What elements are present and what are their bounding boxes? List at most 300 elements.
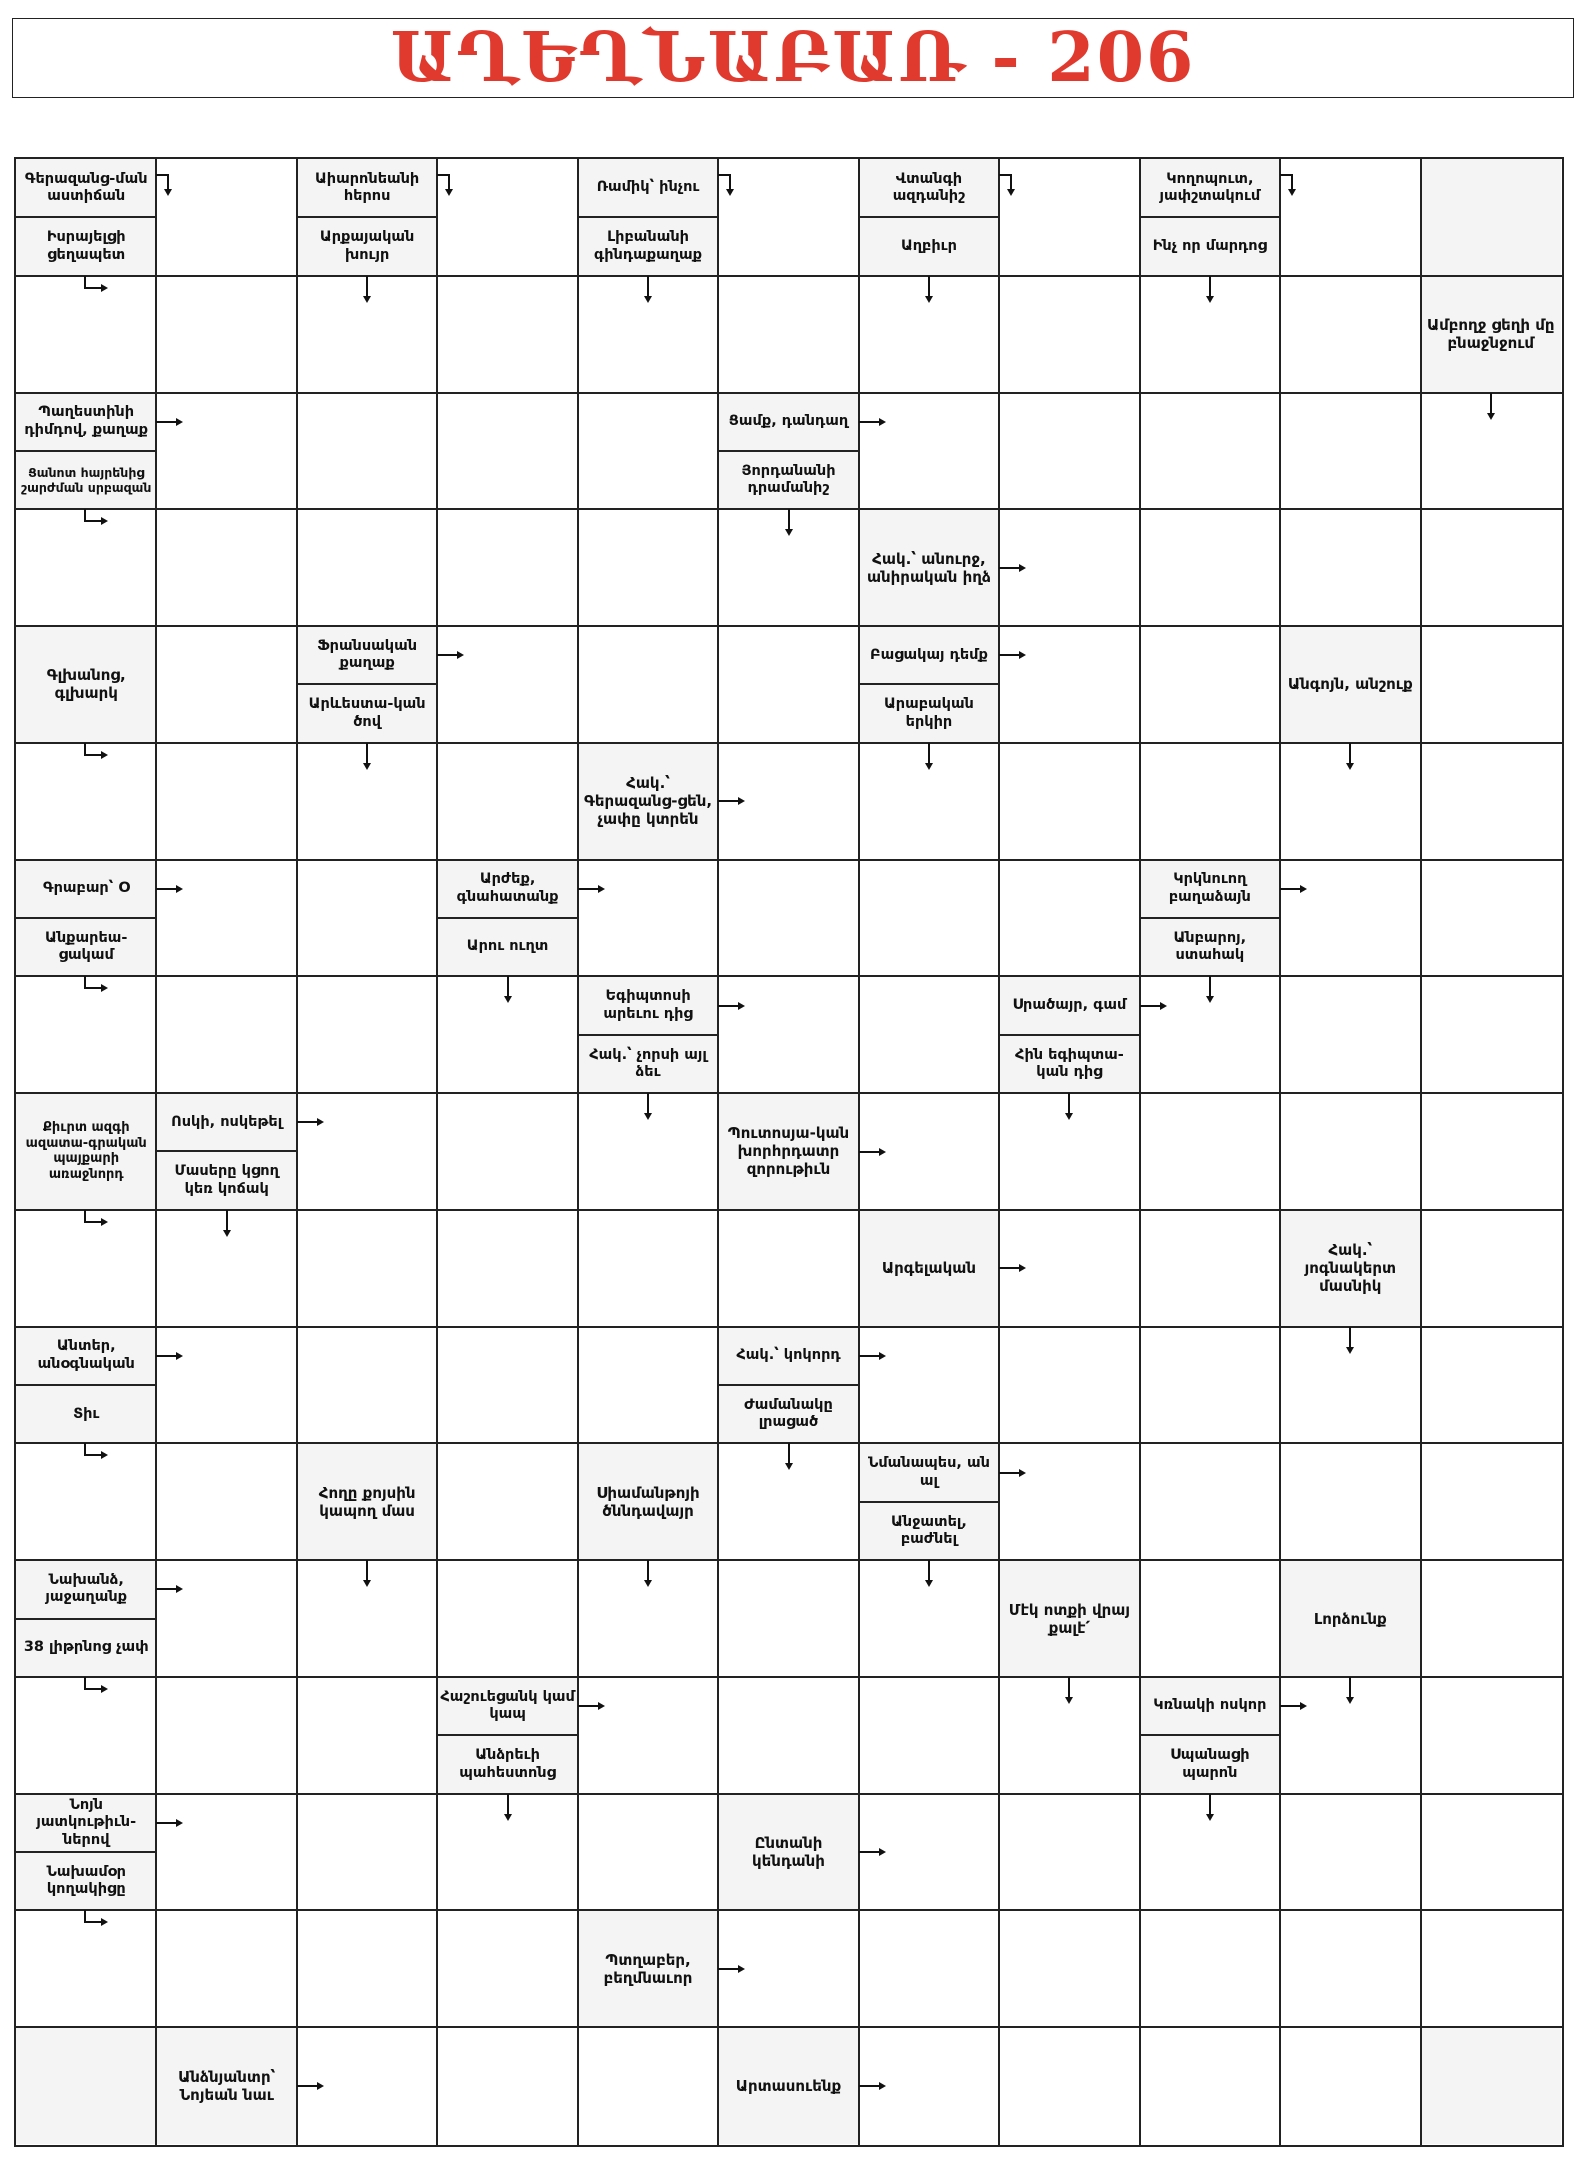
answer-cell[interactable]: [297, 509, 437, 626]
clue-text: [580, 1038, 716, 1090]
clue-divider: [16, 1384, 156, 1386]
answer-cell[interactable]: [1140, 509, 1280, 626]
answer-cell[interactable]: [437, 276, 577, 393]
answer-cell[interactable]: [297, 1677, 437, 1794]
clue-label: Պուտոսյա-կան խորհրդատր զորութիւն: [727, 1124, 850, 1179]
grid-line: [16, 1209, 1562, 1211]
answer-cell[interactable]: [156, 1443, 296, 1560]
clue-cell: [859, 1443, 999, 1560]
answer-cell[interactable]: [1280, 1910, 1420, 2027]
clue-label: Նախանձ, յաջաղանք: [45, 1571, 128, 1606]
answer-cell[interactable]: [578, 509, 718, 626]
clue-label: Լորձունք: [1313, 1609, 1387, 1628]
answer-cell[interactable]: [156, 976, 296, 1093]
clue-text: [580, 747, 716, 856]
answer-cell[interactable]: [437, 1443, 577, 1560]
clue-label: Հակ.՝ անուրջ, անիրական իղձ: [866, 549, 991, 586]
right-arrow-icon: [154, 407, 184, 437]
down-arrow-icon: [914, 741, 944, 771]
answer-cell[interactable]: [999, 743, 1139, 860]
clue-divider: [1140, 216, 1280, 218]
answer-cell[interactable]: [1280, 1093, 1420, 1210]
answer-cell[interactable]: [859, 860, 999, 977]
answer-cell[interactable]: [1280, 976, 1420, 1093]
clue-label: Յորդանանի դրամանիշ: [741, 462, 836, 497]
right-arrow-icon: [716, 991, 746, 1021]
answer-cell[interactable]: [1421, 1677, 1561, 1794]
clue-cell: [859, 626, 999, 743]
clue-divider: [999, 1034, 1139, 1036]
grid-line: [717, 159, 719, 2145]
answer-cell[interactable]: [999, 2027, 1139, 2144]
clue-label: Կրկնուող բաղաձայն: [1168, 871, 1251, 905]
clue-divider: [16, 450, 156, 452]
clue-cell: [859, 509, 999, 626]
clue-text: [1282, 1564, 1418, 1673]
grid-line: [296, 159, 298, 2145]
grid-line: [16, 742, 1562, 744]
clue-label: Անբարոյ, ստահակ: [1173, 929, 1247, 964]
answer-cell[interactable]: [437, 1910, 577, 2027]
right-arrow-icon: [154, 874, 184, 904]
bend-right-arrow-icon: [79, 739, 109, 769]
answer-cell[interactable]: [156, 509, 296, 626]
answer-cell[interactable]: [578, 2027, 718, 2144]
grid-line: [16, 975, 1562, 977]
answer-cell[interactable]: [1280, 509, 1420, 626]
right-arrow-icon: [576, 1691, 606, 1721]
clue-label: Քիւրտ ազգի ազատա-գրական պայքարի առաջնորդ: [25, 1120, 147, 1183]
clue-label: Հակ.՝ կոկորդ: [736, 1347, 841, 1364]
answer-cell[interactable]: [1140, 743, 1280, 860]
blocked-cell: [16, 2027, 156, 2144]
clue-label: Լիբանանի գինդաքաղաք: [594, 229, 703, 263]
answer-cell[interactable]: [578, 1210, 718, 1327]
down-arrow-icon: [1195, 274, 1225, 304]
clue-cell: [437, 860, 577, 977]
clue-label: Պաղեստինի դիմդով, քաղաք: [24, 404, 149, 438]
right-arrow-icon: [857, 1837, 887, 1867]
hook-down-right-arrow-icon: [1278, 167, 1308, 197]
answer-cell[interactable]: [1421, 976, 1561, 1093]
right-arrow-icon: [857, 1341, 887, 1371]
clue-text: [18, 162, 154, 214]
answer-cell[interactable]: [156, 276, 296, 393]
clue-text: [299, 162, 435, 214]
clue-text: [1282, 630, 1418, 739]
clue-cell: [718, 1794, 858, 1911]
clue-label: Ինչ որ մարդոց: [1152, 237, 1267, 254]
clue-text: [439, 1680, 575, 1732]
clue-text: [439, 1738, 575, 1790]
blocked-cell: [1421, 159, 1561, 276]
clue-text: [580, 1447, 716, 1556]
down-arrow-icon: [633, 274, 663, 304]
clue-label: Ֆրանսական քաղաք: [317, 637, 418, 672]
answer-cell[interactable]: [1140, 1210, 1280, 1327]
clue-cell: [16, 1093, 156, 1210]
clue-text: [861, 687, 997, 739]
clue-cell: [1140, 159, 1280, 276]
clue-text: [158, 2031, 294, 2140]
answer-cell[interactable]: [437, 1093, 577, 1210]
crossword-grid: [14, 157, 1564, 2147]
right-arrow-icon: [295, 2071, 325, 2101]
clue-label: Անձնյանտր՝ Նոյեան նաւ: [178, 2067, 276, 2104]
clue-label: Արաբական երկիր: [884, 696, 974, 730]
puzzle-title: ԱՂԵՂՆԱԲԱՌ - 206: [390, 18, 1196, 98]
answer-cell[interactable]: [1140, 1910, 1280, 2027]
grid-line: [16, 1092, 1562, 1094]
down-arrow-icon: [493, 1792, 523, 1822]
clue-text: [1142, 220, 1278, 272]
clue-label: Նմանապես, ան ալ: [867, 1455, 990, 1489]
answer-cell[interactable]: [1421, 860, 1561, 977]
right-arrow-icon: [857, 1137, 887, 1167]
clue-text: [861, 1505, 997, 1557]
answer-cell[interactable]: [1421, 1794, 1561, 1911]
clue-text: [439, 863, 575, 915]
clue-cell: [1140, 860, 1280, 977]
clue-label: Արտասուենք: [735, 2076, 842, 2095]
answer-cell[interactable]: [437, 1210, 577, 1327]
answer-cell[interactable]: [1280, 1443, 1420, 1560]
answer-cell[interactable]: [1140, 1327, 1280, 1444]
right-arrow-icon: [435, 640, 465, 670]
down-arrow-icon: [774, 507, 804, 537]
answer-cell[interactable]: [1280, 393, 1420, 510]
grid-line: [1420, 159, 1422, 2145]
right-arrow-icon: [857, 2071, 887, 2101]
down-arrow-icon: [1195, 974, 1225, 1004]
clue-text: [18, 630, 154, 739]
down-arrow-icon: [1054, 1091, 1084, 1121]
answer-cell[interactable]: [999, 393, 1139, 510]
answer-cell[interactable]: [1280, 2027, 1420, 2144]
down-arrow-icon: [1335, 1675, 1365, 1705]
right-arrow-icon: [997, 1253, 1027, 1283]
grid-line: [16, 859, 1562, 861]
grid-line: [1279, 159, 1281, 2145]
clue-divider: [437, 917, 577, 919]
clue-cell: [999, 976, 1139, 1093]
answer-cell[interactable]: [718, 276, 858, 393]
clue-divider: [718, 450, 858, 452]
clue-text: [861, 629, 997, 681]
clue-divider: [16, 917, 156, 919]
grid-line: [155, 159, 157, 2145]
answer-cell[interactable]: [437, 2027, 577, 2144]
answer-cell[interactable]: [1140, 1093, 1280, 1210]
clue-cell: [718, 2027, 858, 2144]
clue-label: Ցամք, դանդաղ: [728, 413, 849, 429]
clue-label: Ցանոտ հայրենից շարժման սրբազան: [21, 465, 152, 496]
answer-cell[interactable]: [718, 1560, 858, 1677]
answer-cell[interactable]: [297, 1910, 437, 2027]
grid-line: [16, 1326, 1562, 1328]
clue-text: [580, 1914, 716, 2023]
answer-cell[interactable]: [297, 393, 437, 510]
clue-divider: [297, 683, 437, 685]
clue-label: Հողը քոյսին կապող մաս: [318, 1483, 416, 1520]
clue-label: Ոսկի, ոսկեթել: [171, 1113, 283, 1130]
clue-text: [18, 396, 154, 448]
right-arrow-icon: [997, 640, 1027, 670]
clue-divider: [297, 216, 437, 218]
answer-cell[interactable]: [297, 1327, 437, 1444]
clue-label: Գերազանց-ման աստիճան: [24, 170, 148, 205]
clue-cell: [999, 1560, 1139, 1677]
down-arrow-icon: [212, 1208, 242, 1238]
right-arrow-icon: [154, 1808, 184, 1838]
clue-cell: [156, 2027, 296, 2144]
right-arrow-icon: [716, 786, 746, 816]
answer-cell[interactable]: [156, 743, 296, 860]
clue-divider: [16, 1851, 156, 1853]
down-arrow-icon: [1054, 1675, 1084, 1705]
right-arrow-icon: [997, 553, 1027, 583]
answer-cell[interactable]: [1280, 276, 1420, 393]
down-arrow-icon: [1476, 391, 1506, 421]
hook-down-right-arrow-icon: [435, 167, 465, 197]
answer-cell[interactable]: [156, 1677, 296, 1794]
clue-text: [158, 1096, 294, 1148]
clue-text: [580, 220, 716, 272]
answer-cell[interactable]: [1421, 509, 1561, 626]
answer-cell[interactable]: [1140, 1560, 1280, 1677]
answer-cell[interactable]: [1421, 1443, 1561, 1560]
clue-label: Տիւ: [73, 1405, 100, 1422]
answer-cell[interactable]: [718, 1677, 858, 1794]
clue-cell: [718, 393, 858, 510]
answer-cell[interactable]: [437, 393, 577, 510]
clue-text: [1142, 162, 1278, 214]
clue-divider: [578, 1034, 718, 1036]
clue-text: [580, 162, 716, 214]
clue-text: [18, 1622, 154, 1674]
clue-text: [299, 629, 435, 681]
answer-cell[interactable]: [859, 1677, 999, 1794]
answer-cell[interactable]: [1421, 1327, 1561, 1444]
answer-cell[interactable]: [297, 1794, 437, 1911]
clue-divider: [1140, 917, 1280, 919]
clue-label: Ընտանի կենդանի: [752, 1834, 825, 1871]
down-arrow-icon: [1335, 741, 1365, 771]
clue-text: [299, 687, 435, 739]
grid-line: [436, 159, 438, 2145]
answer-cell[interactable]: [437, 1327, 577, 1444]
answer-cell[interactable]: [859, 1910, 999, 2027]
clue-label: Արևեստա-կան ծով: [308, 696, 426, 730]
answer-cell[interactable]: [297, 1210, 437, 1327]
clue-label: Անգոյն, անշուք: [1287, 675, 1413, 694]
clue-text: [1282, 1214, 1418, 1323]
clue-text: [18, 863, 154, 915]
down-arrow-icon: [352, 1558, 382, 1588]
clue-divider: [156, 1150, 296, 1152]
answer-cell[interactable]: [156, 1910, 296, 2027]
answer-cell[interactable]: [437, 509, 577, 626]
clue-cell: [16, 1794, 156, 1911]
hook-down-right-arrow-icon: [154, 167, 184, 197]
clue-label: Նախամօր կողակիցը: [46, 1863, 126, 1898]
bend-right-arrow-icon: [79, 1439, 109, 1469]
down-arrow-icon: [914, 274, 944, 304]
down-arrow-icon: [1195, 1792, 1225, 1822]
answer-cell[interactable]: [999, 860, 1139, 977]
clue-label: Հակ.՝ յոգնակերտ մասնիկ: [1304, 1241, 1397, 1296]
down-arrow-icon: [352, 741, 382, 771]
clue-label: Բացակայ դեմք: [870, 646, 988, 663]
clue-text: [18, 921, 154, 973]
clue-cell: [578, 743, 718, 860]
clue-text: [720, 1330, 856, 1382]
answer-cell[interactable]: [1421, 1560, 1561, 1677]
clue-text: [861, 162, 997, 214]
down-arrow-icon: [633, 1091, 663, 1121]
grid-line: [577, 159, 579, 2145]
clue-label: Կողոպուտ, յափշտակում: [1159, 170, 1261, 205]
clue-text: [18, 1097, 154, 1206]
clue-cell: [156, 1093, 296, 1210]
grid-line: [998, 159, 1000, 2145]
answer-cell[interactable]: [1421, 1910, 1561, 2027]
answer-cell[interactable]: [1140, 393, 1280, 510]
clue-label: Արգելական: [881, 1259, 976, 1278]
clue-label: Կռնակի ոսկոր: [1153, 1697, 1267, 1714]
answer-cell[interactable]: [437, 743, 577, 860]
grid-line: [16, 2026, 1562, 2028]
clue-cell: [578, 159, 718, 276]
clue-text: [720, 454, 856, 506]
answer-cell[interactable]: [578, 1327, 718, 1444]
clue-text: [1001, 979, 1137, 1031]
grid-line: [16, 1909, 1562, 1911]
answer-cell[interactable]: [999, 1327, 1139, 1444]
answer-cell[interactable]: [859, 976, 999, 1093]
answer-cell[interactable]: [1421, 1093, 1561, 1210]
answer-cell[interactable]: [578, 1794, 718, 1911]
bend-right-arrow-icon: [79, 272, 109, 302]
clue-divider: [859, 683, 999, 685]
answer-cell[interactable]: [578, 626, 718, 743]
clue-label: Աիարոնեանի հերոս: [315, 170, 420, 205]
clue-text: [861, 1446, 997, 1498]
answer-cell[interactable]: [1421, 626, 1561, 743]
answer-cell[interactable]: [1421, 1210, 1561, 1327]
right-arrow-icon: [1278, 1691, 1308, 1721]
clue-text: [720, 1388, 856, 1440]
answer-cell[interactable]: [297, 860, 437, 977]
right-arrow-icon: [1278, 874, 1308, 904]
clue-label: Նոյն յատկութիւն-ներով: [36, 1796, 137, 1848]
blocked-cell: [1421, 2027, 1561, 2144]
clue-divider: [1140, 1734, 1280, 1736]
clue-text: [720, 396, 856, 448]
grid-line: [16, 275, 1562, 277]
clue-label: Ռամիկ՝ ինչու: [596, 179, 700, 196]
answer-cell[interactable]: [999, 1910, 1139, 2027]
clue-cell: [297, 626, 437, 743]
clue-label: Աղբիւր: [900, 237, 957, 254]
answer-cell[interactable]: [437, 1560, 577, 1677]
answer-cell[interactable]: [578, 393, 718, 510]
clue-text: [720, 2031, 856, 2140]
down-arrow-icon: [1335, 1325, 1365, 1355]
clue-cell: [16, 1560, 156, 1677]
clue-cell: [16, 393, 156, 510]
clue-cell: [1280, 1560, 1420, 1677]
clue-text: [861, 220, 997, 272]
clue-cell: [297, 159, 437, 276]
clue-cell: [578, 1910, 718, 2027]
answer-cell[interactable]: [1140, 1443, 1280, 1560]
clue-cell: [1421, 276, 1561, 393]
clue-label: Մէկ ոտքի վրայ քալէ՛: [1008, 1600, 1131, 1637]
clue-cell: [718, 1093, 858, 1210]
clue-cell: [16, 626, 156, 743]
clue-cell: [16, 159, 156, 276]
answer-cell[interactable]: [718, 860, 858, 977]
down-arrow-icon: [352, 274, 382, 304]
clue-label: Վտանգի ազդանիշ: [892, 170, 966, 205]
answer-cell[interactable]: [718, 626, 858, 743]
clue-text: [720, 1798, 856, 1907]
down-arrow-icon: [914, 1558, 944, 1588]
clue-cell: [859, 1210, 999, 1327]
answer-cell[interactable]: [1280, 1794, 1420, 1911]
grid-line: [16, 1559, 1562, 1561]
answer-cell[interactable]: [1140, 2027, 1280, 2144]
answer-cell[interactable]: [999, 1794, 1139, 1911]
bend-right-arrow-icon: [79, 505, 109, 535]
clue-cell: [437, 1677, 577, 1794]
clue-text: [158, 1154, 294, 1206]
grid-line: [16, 392, 1562, 394]
clue-text: [18, 454, 154, 506]
clue-cell: [578, 1443, 718, 1560]
clue-label: Արքայական խույր: [319, 229, 415, 263]
bend-right-arrow-icon: [79, 972, 109, 1002]
answer-cell[interactable]: [1140, 626, 1280, 743]
clue-cell: [1140, 1677, 1280, 1794]
clue-label: Ժամանակը լրացած: [744, 1396, 833, 1431]
clue-text: [1142, 863, 1278, 915]
clue-label: Հակ.՝ Գերազանց-ցեն, չափը կտրեն: [583, 774, 713, 829]
clue-text: [18, 1388, 154, 1440]
clue-cell: [297, 1443, 437, 1560]
right-arrow-icon: [997, 1458, 1027, 1488]
grid-line: [16, 1676, 1562, 1678]
clue-label: Անտեր, անօգնական: [37, 1338, 135, 1372]
answer-cell[interactable]: [156, 626, 296, 743]
clue-text: [439, 921, 575, 973]
grid-line: [1139, 159, 1141, 2145]
answer-cell[interactable]: [999, 276, 1139, 393]
right-arrow-icon: [295, 1107, 325, 1137]
clue-label: Հակ.՝ չորսի այլ ձեւ: [589, 1046, 707, 1080]
clue-label: Սիամանթոյի ծննդավայր: [596, 1483, 700, 1520]
clue-text: [1423, 280, 1559, 389]
answer-cell[interactable]: [718, 1210, 858, 1327]
clue-divider: [437, 1734, 577, 1736]
clue-label: Իսրայելցի ցեղապետ: [46, 229, 126, 263]
answer-cell[interactable]: [297, 976, 437, 1093]
clue-cell: [1280, 626, 1420, 743]
clue-label: Գլխանոց, գլխարկ: [46, 666, 126, 703]
clue-label: Անջատել, բաժնել: [891, 1513, 967, 1547]
answer-cell[interactable]: [1421, 743, 1561, 860]
